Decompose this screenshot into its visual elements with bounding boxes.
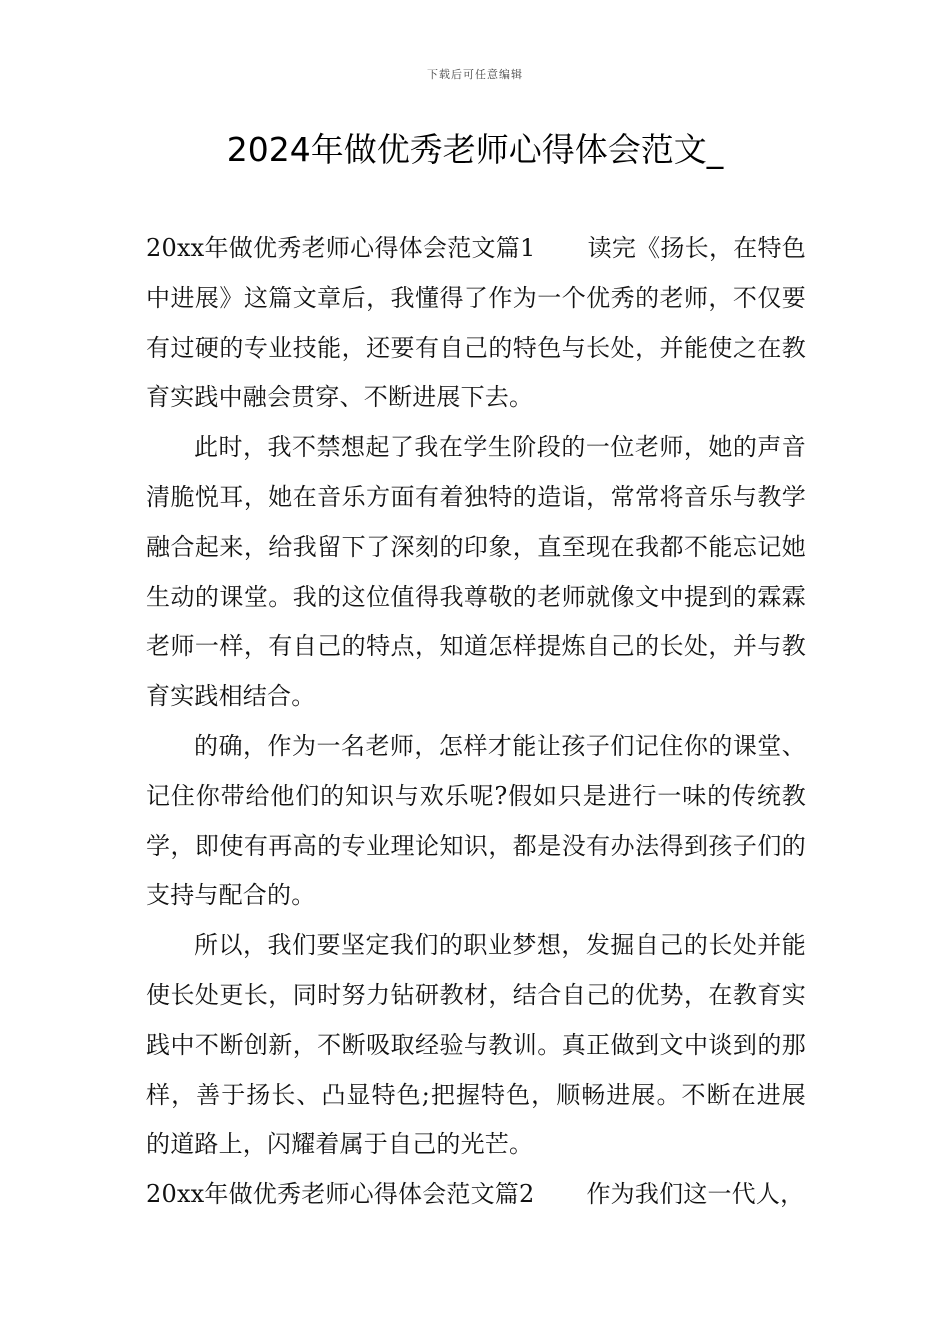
- paragraph: 此时，我不禁想起了我在学生阶段的一位老师，她的声音清脆悦耳，她在音乐方面有着独特的造诣，常常将音乐与教学融合起来，给我留下了深刻的印象，直至现在我都不能忘记她生动的课堂。我的这位值得我尊敬的老师就像文中提到的霖霖老师一样，有自己的特点，知道怎样提炼自己的长处，并与教育实践相结合。: [146, 433, 806, 711]
- paragraph: 的确，作为一名老师，怎样才能让孩子们记住你的课堂、记住你带给他们的知识与欢乐呢?假如只是进行一味的传统教学，即使有再高的专业理论知识，都是没有办法得到孩子们的支持与配合的。: [146, 731, 806, 910]
- paragraph-section-2-intro: [146, 1170, 806, 1220]
- document-title: 2024年做优秀老师心得体会范文_: [226, 130, 724, 169]
- page-header-note: 下载后可任意编辑: [427, 68, 523, 81]
- paragraph-text: 作为我们这一代人，: [586, 1180, 805, 1209]
- paragraph-section-1-intro: [146, 224, 806, 423]
- document-body: [146, 224, 806, 1220]
- paragraph-text: 读完《扬长，在特色中进展》这篇文章后，我懂得了作为一个优秀的老师，不仅要有过硬的专业技能，还要有自己的特色与长处，并能使之在教育实践中融会贯穿、不断进展下去。: [146, 234, 806, 412]
- section-label: 20xx年做优秀老师心得体会范文篇2: [146, 1180, 535, 1209]
- section-label: 20xx年做优秀老师心得体会范文篇1: [146, 234, 536, 262]
- paragraph: 所以，我们要坚定我们的职业梦想，发掘自己的长处并能使长处更长，同时努力钻研教材，结合自己的优势，在教育实践中不断创新，不断吸取经验与教训。真正做到文中谈到的那样，善于扬长、凸显特色;把握特色，顺畅进展。不断在进展的道路上，闪耀着属于自己的光芒。: [146, 931, 806, 1159]
